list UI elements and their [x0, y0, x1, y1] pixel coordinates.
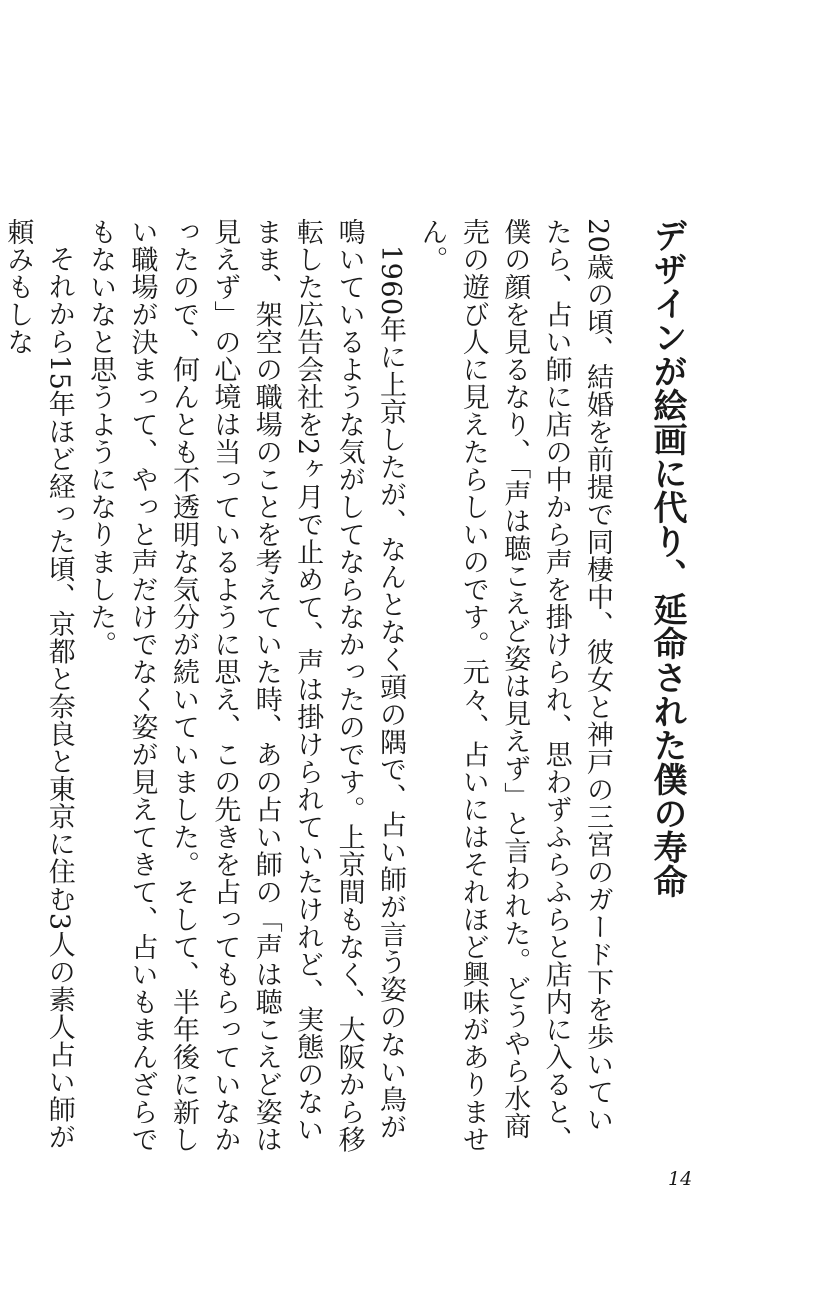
paragraph: 20歳の頃、結婚を前提で同棲中、彼女と神戸の三宮のガード下を歩いていたら、占い師に店の中から声を掛けられ、思わずふらふらと店内に入ると、僕の顔を見るなり、「声は聴こえど姿は見えず」と言われた。どうやら水商売の遊び人に見えたらしいのです。元々、占いにはそれほど興味がありません。 [416, 218, 613, 1153]
page-number: 14 [668, 1168, 693, 1190]
body-text [2, 218, 618, 1158]
paragraph: それから15年ほど経った頃、京都と奈良と東京に住む3人の素人占い師が頼みもしな [2, 218, 75, 1151]
paragraph: 1960年に上京したが、なんとなく頭の隅で、占い師が言う姿のない鳥が鳴いているような気がしてならなかったのです。上京間もなく、大阪から移転した広告会社を2ヶ月で止めて、声は掛けられていたけれど、実態のないまま、架空の職場のことを考えていた時、あの占い師の「声は聴こえど姿は見えず」の心境は当っているように思え、この先きを占ってもらっていなかったので、何んとも不透明な気分が続いていました。そして、半年後に新しい職場が決まって、やっと声だけでなく姿が見えてきて、占いもまんざらでもないなと思うようになりました。 [85, 218, 406, 1153]
chapter-title: デザインが絵画に代り、延命された僕の寿命 [647, 218, 687, 898]
